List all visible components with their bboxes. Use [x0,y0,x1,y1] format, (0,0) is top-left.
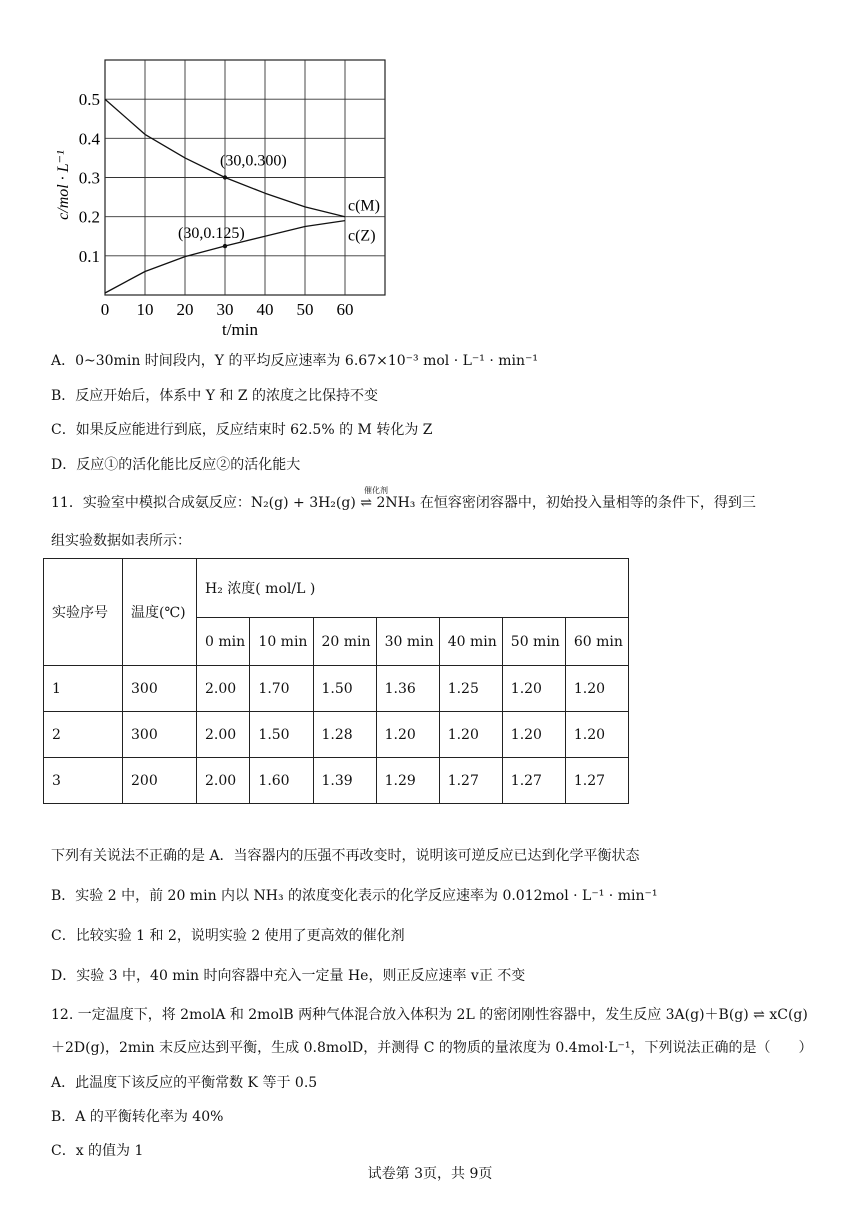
q11-option-c: C．比较实验 1 和 2，说明实验 2 使用了更高效的催化剂 [51,928,405,944]
table-cell: 1.50 [250,712,313,758]
q11-option-a: 下列有关说法不正确的是 A．当容器内的压强不再改变时，说明该可逆反应已达到化学平衡状态 [51,848,640,864]
chart-y-axis-label: c/mol · L⁻¹ [55,150,72,220]
table-cell: 1.20 [565,712,628,758]
table-cell: 1.27 [565,758,628,804]
table-cell: 200 [123,758,197,804]
q10-option-d: D．反应①的活化能比反应②的活化能大 [51,457,301,473]
x-tick-label: 0 [100,300,110,319]
chart-grid [105,60,385,295]
experiment-data-table [43,558,629,804]
time-header-cell: 40 min [439,618,502,666]
table-cell: 1.27 [439,758,502,804]
q12-stem-line2: ＋2D(g)，2min 末反应达到平衡，生成 0.8molD，并测得 C 的物质的量浓度为 0.4mol·L⁻¹，下列说法正确的是（ ） [51,1040,813,1056]
series-label: c(Z) [348,227,376,245]
q11-catalyst-label: 催化剂 [364,486,388,495]
header-temperature: 温度(℃) [123,559,197,666]
table-row [44,712,629,758]
annotation-point [223,175,227,179]
chart-x-axis-label: t/min [222,320,258,339]
y-tick-label: 0.2 [78,207,100,227]
x-tick-label: 20 [176,300,194,319]
table-cell: 1.27 [502,758,565,804]
table-cell: 2.00 [197,758,250,804]
table-cell: 1.70 [250,666,313,712]
table-row [44,758,629,804]
x-tick-label: 10 [136,300,154,319]
time-header-cell: 50 min [502,618,565,666]
table-cell: 1.29 [376,758,439,804]
y-tick-label: 0.1 [78,246,100,266]
q11-stem-line2: 组实验数据如表所示： [51,533,191,549]
q12-stem-line1: 12. 一定温度下，将 2molA 和 2molB 两种气体混合放入体积为 2L 的密闭刚性容器中，发生反应 3A(g)＋B(g) ⇌ xC(g) [51,1007,808,1023]
table-cell: 1.20 [376,712,439,758]
time-header-cell: 10 min [250,618,313,666]
x-tick-label: 30 [216,300,234,319]
concentration-time-chart [50,50,390,345]
q11-stem-line1: 11．实验室中模拟合成氨反应：N₂(g) + 3H₂(g) ⇌ 2NH₃ 在恒容密闭容器中，初始投入量相等的条件下，得到三 [51,495,756,511]
x-tick-label: 60 [336,300,354,319]
table-cell: 300 [123,666,197,712]
annotation-label: (30,0.300) [220,152,287,170]
table-cell: 1.28 [313,712,376,758]
page-footer: 试卷第 3页，共 9页 [367,1166,493,1182]
table-cell: 1 [44,666,123,712]
table-cell: 1.20 [502,712,565,758]
time-header-cell: 30 min [376,618,439,666]
q12-option-b: B．A 的平衡转化率为 40% [51,1109,224,1125]
y-tick-label: 0.4 [78,129,100,149]
table-cell: 1.60 [250,758,313,804]
y-tick-label: 0.5 [78,90,100,110]
table-cell: 2.00 [197,666,250,712]
q11-option-b: B．实验 2 中，前 20 min 内以 NH₃ 的浓度变化表示的化学反应速率为 0.012mol · L⁻¹ · min⁻¹ [51,888,658,904]
time-header-cell: 60 min [565,618,628,666]
table-cell: 1.39 [313,758,376,804]
table-cell: 1.50 [313,666,376,712]
table-cell: 1.20 [502,666,565,712]
table-body [44,666,629,804]
time-header-cell: 20 min [313,618,376,666]
q10-option-a: A．0~30min 时间段内，Y 的平均反应速率为 6.67×10⁻³ mol · L⁻¹ · min⁻¹ [51,353,539,369]
table-cell: 300 [123,712,197,758]
table-cell: 2 [44,712,123,758]
q10-option-b: B．反应开始后，体系中 Y 和 Z 的浓度之比保持不变 [51,388,379,404]
q11-option-d: D．实验 3 中，40 min 时向容器中充入一定量 He，则正反应速率 v正 不变 [51,968,526,984]
table-header-row [44,559,629,618]
header-h2-concentration: H₂ 浓度( mol/L ) [197,559,629,618]
table-cell: 2.00 [197,712,250,758]
q12-option-a: A．此温度下该反应的平衡常数 K 等于 0.5 [51,1075,318,1091]
annotation-label: (30,0.125) [178,225,245,243]
time-header-cell: 0 min [197,618,250,666]
table-cell: 1.25 [439,666,502,712]
table-cell: 1.20 [565,666,628,712]
table-cell: 1.36 [376,666,439,712]
chart-curves [105,99,380,293]
q12-option-c: C．x 的值为 1 [51,1143,144,1159]
series-label: c(M) [348,197,380,215]
q10-option-c: C．如果反应能进行到底，反应结束时 62.5% 的 M 转化为 Z [51,422,433,438]
table-cell: 1.20 [439,712,502,758]
table-cell: 3 [44,758,123,804]
y-tick-label: 0.3 [78,168,100,188]
header-experiment-no: 实验序号 [44,559,123,666]
x-tick-label: 50 [296,300,314,319]
x-tick-label: 40 [256,300,274,319]
annotation-point [223,244,227,248]
table-row [44,666,629,712]
